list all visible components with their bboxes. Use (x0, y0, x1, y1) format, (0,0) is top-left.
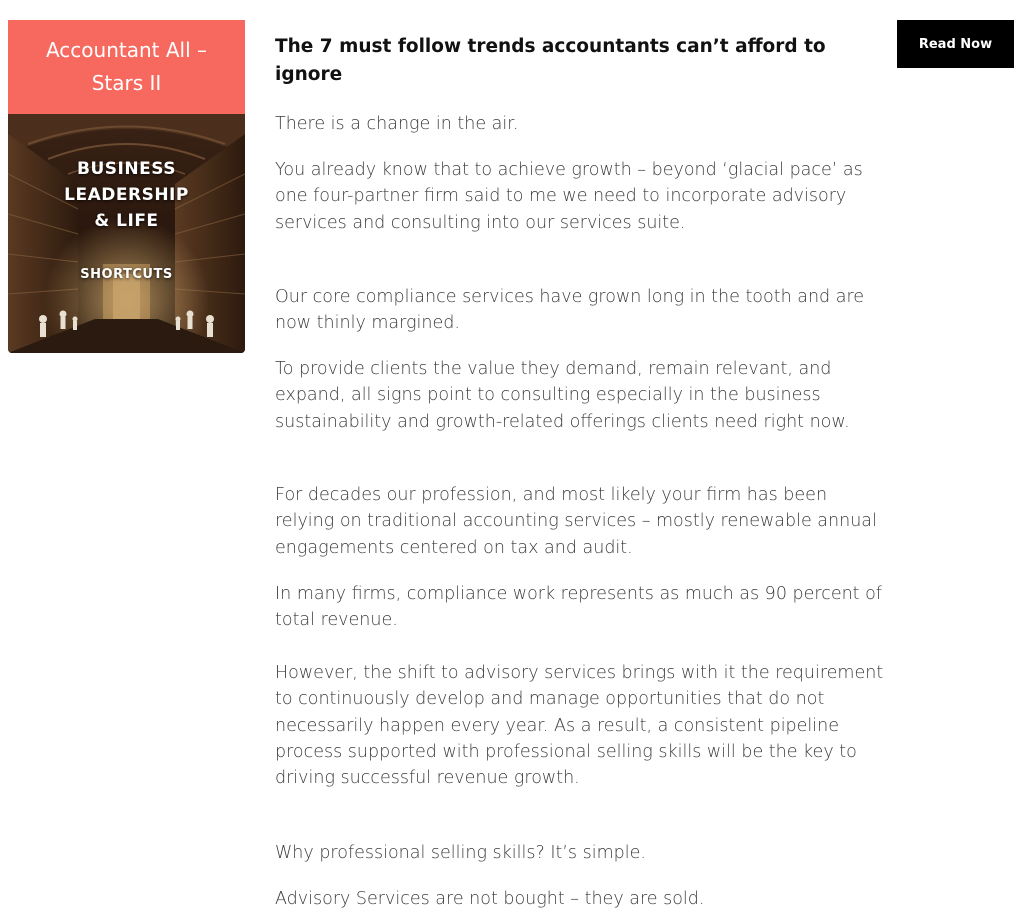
article-paragraph: Advisory Services are not bought – they are sold. (275, 889, 705, 909)
article-paragraph: However, the shift to advisory services brings with it the requirement to continuously develop and manage opportunities that do not necessarily happen every year. As a result, a consistent pipeline process supported with professional selling skills will be the key to driving successful revenue growth. (275, 663, 884, 789)
article-title[interactable]: The 7 must follow trends accountants can’t afford to ignore (275, 36, 826, 85)
cover-line-4: SHORTCUTS (80, 267, 173, 282)
podcast-cover-image[interactable] (8, 114, 245, 353)
article-paragraph: In many firms, compliance work represents as much as 90 percent of total revenue. (275, 584, 882, 631)
cover-line-2: LEADERSHIP (64, 185, 189, 205)
article-paragraph: For decades our profession, and most likely your firm has been relying on traditional accounting services – mostly renewable annual engagements centered on tax and audit. (275, 485, 877, 558)
article-paragraph: Our core compliance services have grown long in the tooth and are now thinly margined. (275, 287, 865, 334)
cover-line-1: BUSINESS (77, 159, 176, 179)
article-paragraph: There is a change in the air. (275, 114, 519, 134)
article-paragraph: Why professional selling skills? It’s simple. (275, 843, 646, 863)
article-paragraph: You already know that to achieve growth – beyond ‘glacial pace’ as one four-partner firm said to me we need to incorporate advisory services and consulting into our services suite. (275, 160, 863, 233)
cover-line-3: & LIFE (94, 211, 159, 231)
podcast-banner-title: Accountant All – Stars II (45, 38, 208, 95)
library-image (8, 114, 245, 353)
article-paragraph: To provide clients the value they demand, remain relevant, and expand, all signs point to consulting especially in the business sustainability and growth-related offerings clients need right now. (275, 359, 850, 432)
podcast-banner[interactable] (8, 20, 245, 114)
read-now-button[interactable]: Read Now (897, 20, 1014, 68)
